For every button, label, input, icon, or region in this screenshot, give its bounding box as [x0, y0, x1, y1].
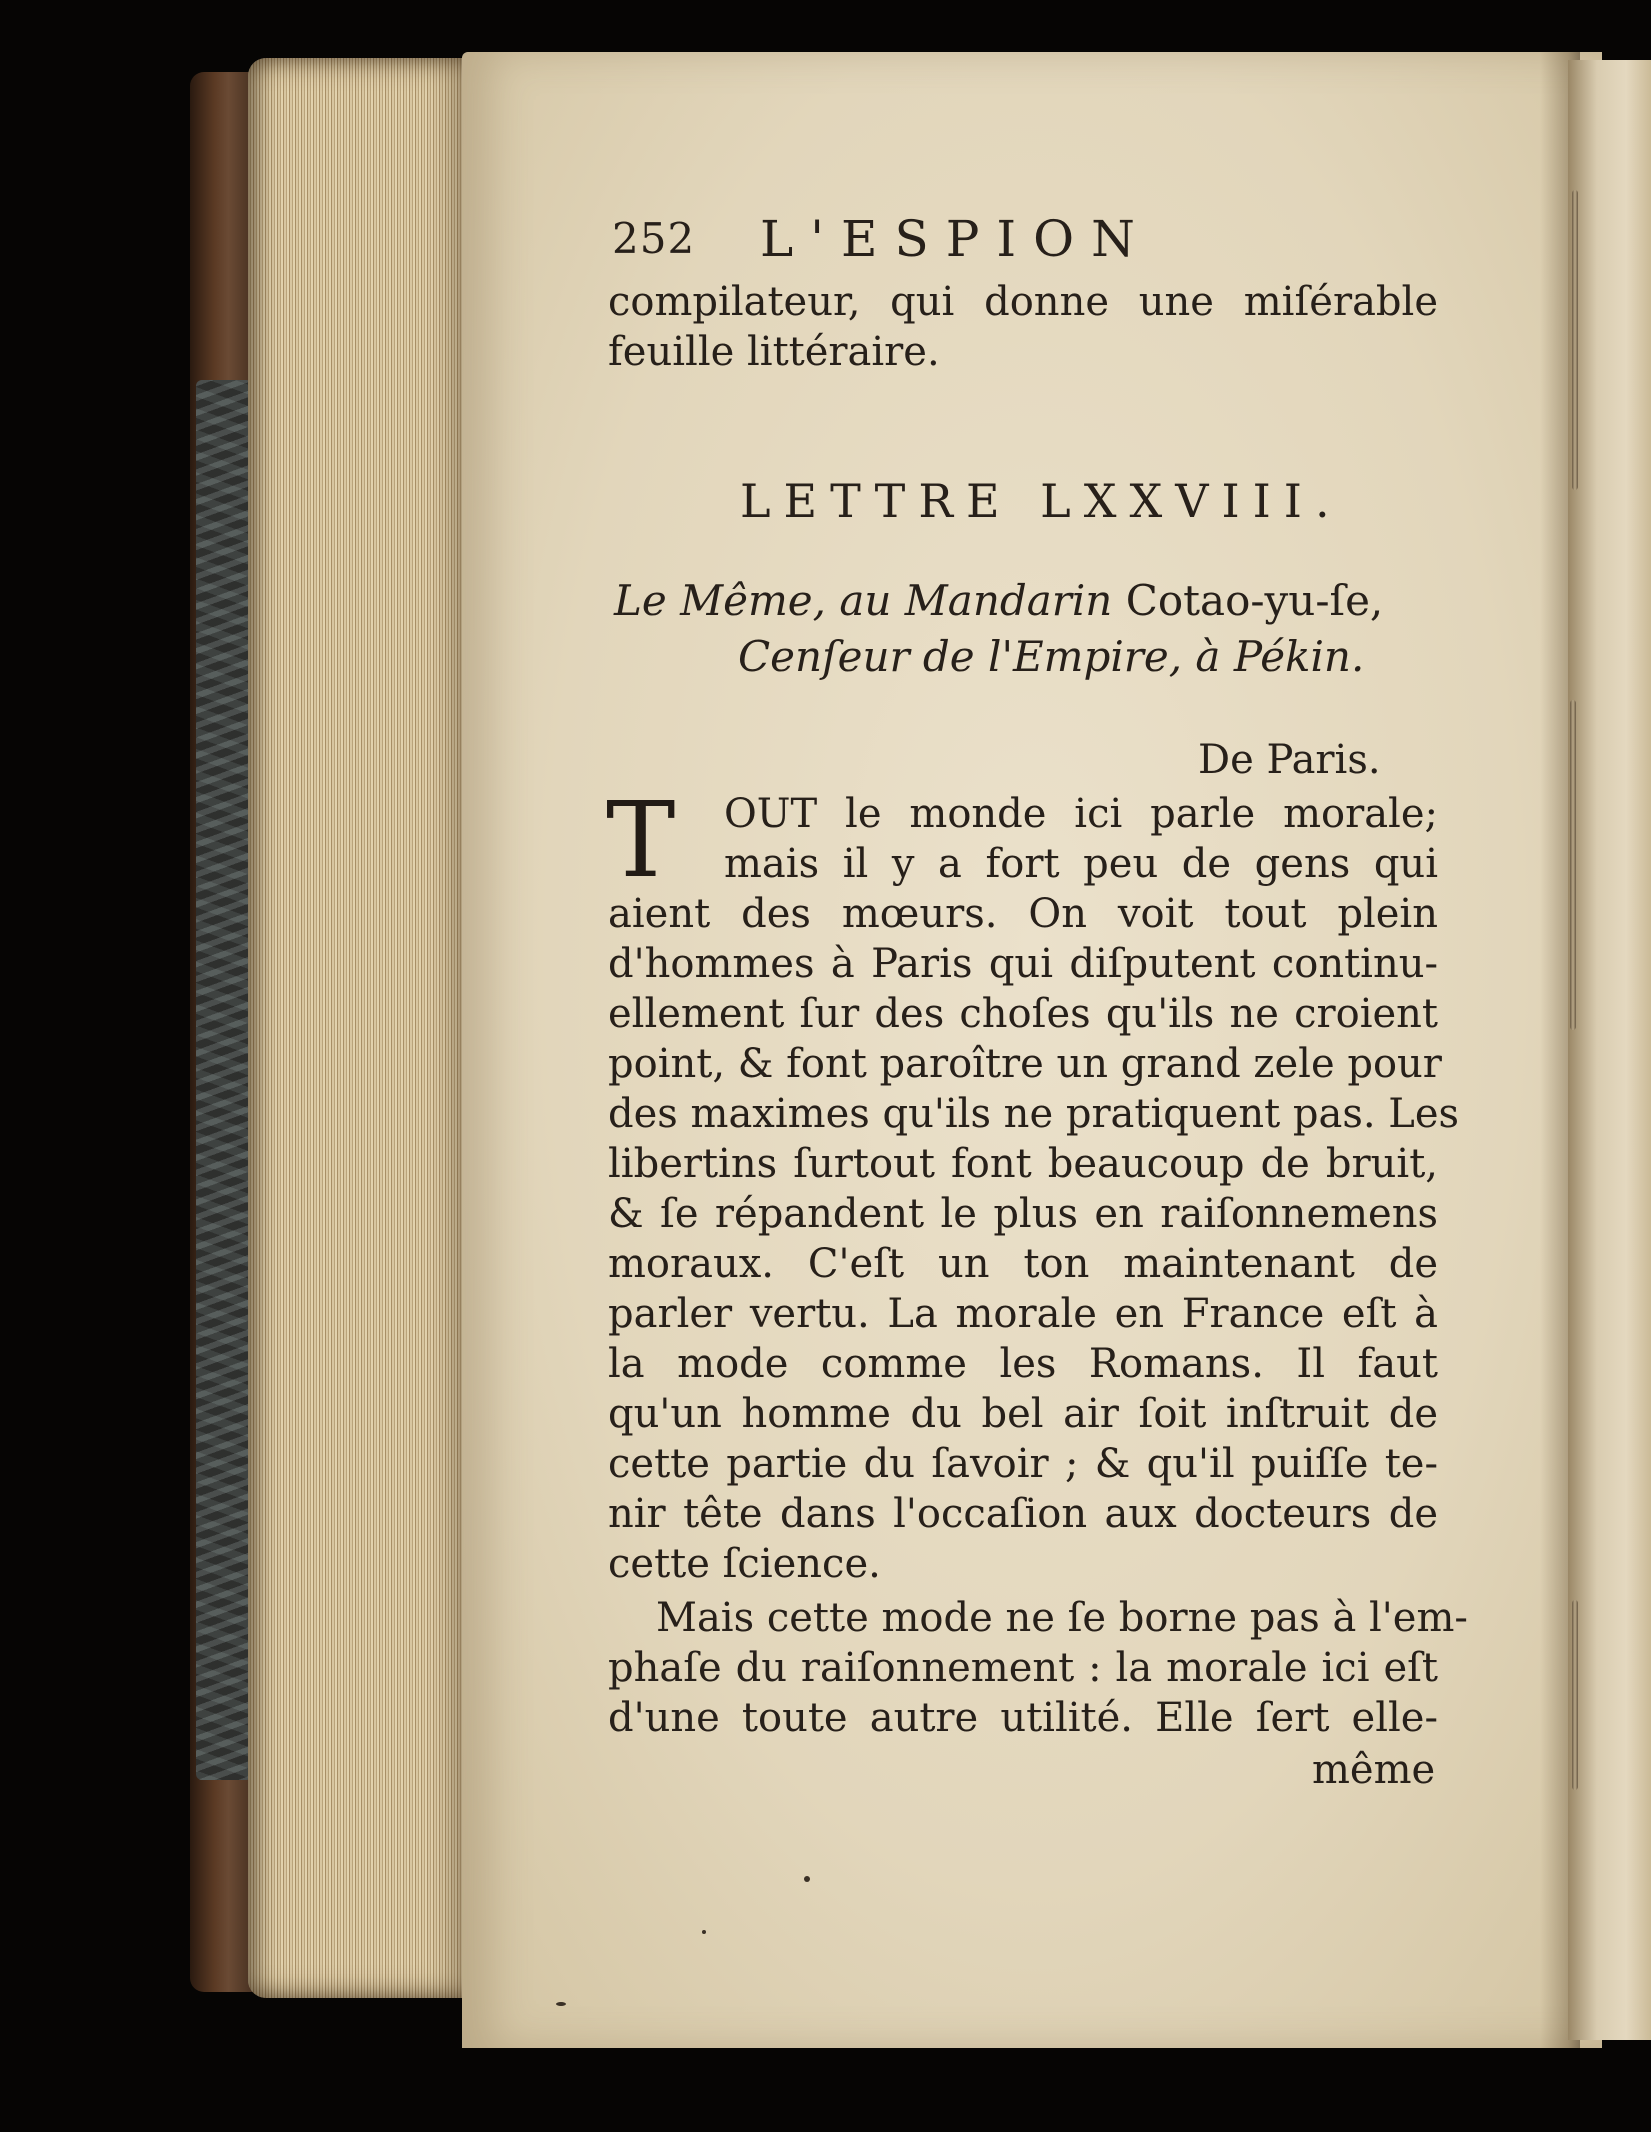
text-line: cette partie du ſavoir ; & qu'il puiſſe te-: [608, 1441, 1438, 1487]
text-line: des maximes qu'ils ne pratiquent pas. Les: [608, 1091, 1460, 1137]
text-line: phaſe du raiſonnement : la morale ici eſt: [608, 1645, 1438, 1691]
text-line: Mais cette mode ne ſe borne pas à l'em-: [656, 1595, 1468, 1641]
catchword: même: [1312, 1747, 1436, 1793]
text-line: la mode comme les Romans. Il faut: [608, 1341, 1438, 1387]
letter-address-line: [614, 576, 1384, 625]
address-recipient: Cotao-yu-ſe,: [1125, 576, 1384, 625]
text-line: cette ſcience.: [608, 1541, 881, 1587]
text-line: moraux. C'eſt un ton maintenant de: [608, 1241, 1438, 1287]
text-line: d'hommes à Paris qui diſputent continu-: [608, 941, 1438, 987]
letter-address-line: Cenſeur de l'Empire, à Pékin.: [738, 632, 1365, 681]
text-line: mais il y a fort peu de gens qui: [724, 841, 1438, 887]
text-line: parler vertu. La morale en France eſt à: [608, 1291, 1438, 1337]
binding-thread: [1572, 1600, 1578, 1790]
page-number: 252: [612, 214, 696, 263]
facing-page-edge: [1568, 60, 1651, 2040]
letter-origin: De Paris.: [1198, 737, 1381, 783]
paper-speck: [556, 2002, 566, 2006]
text-line: point, & font paroître un grand zele pour: [608, 1041, 1442, 1087]
text-line: nir tête dans l'occaſion aux docteurs de: [608, 1491, 1438, 1537]
binding-thread: [1572, 190, 1578, 490]
text-line: libertins ſurtout font beaucoup de bruit,: [608, 1141, 1438, 1187]
page-block-edge: [248, 58, 476, 1998]
paper-speck: [804, 1876, 810, 1882]
paper-speck: [702, 1930, 706, 1934]
text-line: qu'un homme du bel air ſoit inſtruit de: [608, 1391, 1438, 1437]
text-line: d'une toute autre utilité. Elle ſert elle-: [608, 1695, 1438, 1741]
text-line: & ſe répandent le plus en raiſonnemens: [608, 1191, 1438, 1237]
running-title: L'ESPION: [760, 210, 1152, 268]
address-italic: Le Même, au Mandarin: [614, 576, 1113, 625]
letter-heading: LETTRE LXXVIII.: [740, 474, 1343, 528]
marbled-board: [196, 380, 252, 1780]
text-line: feuille littéraire.: [608, 329, 940, 375]
drop-cap: T: [606, 779, 676, 901]
binding-thread: [1570, 700, 1576, 1030]
text-line: ellement ſur des choſes qu'ils ne croient: [608, 991, 1438, 1037]
text-line: aient des mœurs. On voit tout plein: [608, 891, 1438, 937]
text-line: compilateur, qui donne une miſérable: [608, 279, 1438, 325]
text-line: OUT le monde ici parle morale;: [724, 791, 1438, 837]
